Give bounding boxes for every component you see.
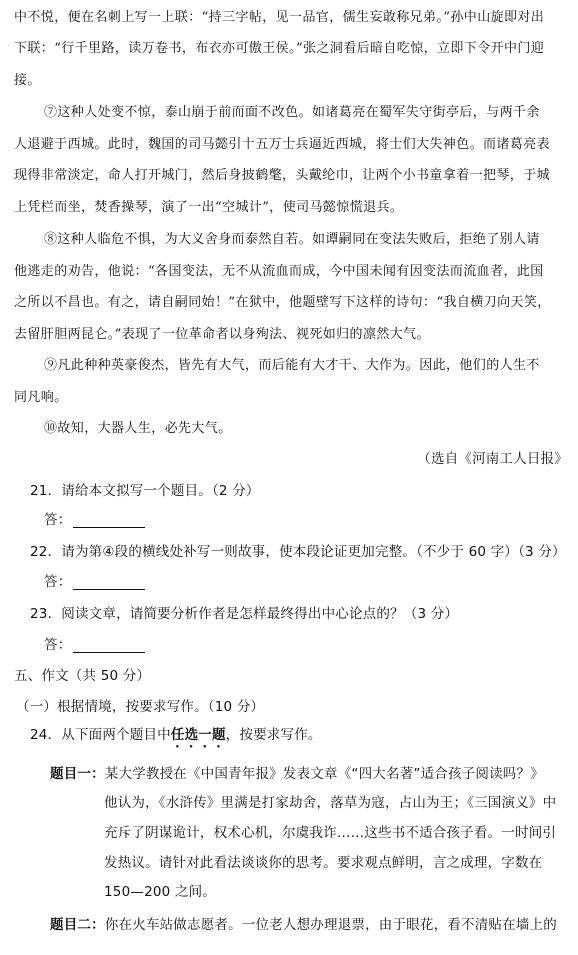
question-22: 22．请为第④段的横线处补写一则故事，使本段论证更加完整。（不少于 60 字）（3 分）	[30, 544, 566, 560]
passage-line: 去留肝胆两昆仑。”表现了一位革命者以身殉法、视死如归的凛然大气。	[14, 327, 430, 342]
answer-label: 答：	[44, 637, 72, 653]
question-23: 23．阅读文章，请简要分析作者是怎样最终得出中心论点的？（3 分）	[30, 606, 459, 622]
subsection-heading: （一）根据情境，按要求写作。（10 分）	[16, 699, 265, 715]
passage-line: 他逃走的劝告，他说：“各国变法，无不从流血而成，今中国未闻有因变法而流血者，此国	[14, 264, 544, 279]
answer-line-21	[44, 512, 145, 528]
passage-paragraph-7: ⑦这种人处变不惊，泰山崩于前而面不改色。如诸葛亮在蜀军失守街亭后，与两千余	[44, 105, 540, 120]
topic-2-first-line	[50, 917, 557, 933]
passage-paragraph-8: ⑧这种人临危不惧，为大义舍身而泰然自若。如谭嗣同在变法失败后，拒绝了别人请	[44, 232, 540, 247]
answer-blank[interactable]	[73, 575, 145, 590]
topic-1-text: 某大学教授在《中国青年报》发表文章《“四大名著”适合孩子阅读吗？》	[104, 766, 544, 782]
question-21: 21．请给本文拟写一个题目。（2 分）	[30, 483, 260, 499]
answer-label: 答：	[44, 574, 72, 590]
passage-line: 中不悦，便在名刺上写一上联：“持三字帖，见一品官，儒生妄敢称兄弟。”孙中山旋即对出	[14, 10, 545, 25]
answer-blank[interactable]	[73, 638, 145, 653]
passage-line: 下联：“行千里路，读万卷书，布衣亦可傲王侯。”张之洞看后暗自吃惊，立即下令开中门迎	[14, 41, 545, 56]
passage-line: 现得非常淡定，命人打开城门，然后身披鹤氅，头戴纶巾，让两个小书童拿着一把琴，于城	[14, 168, 551, 183]
topic-1-first-line	[50, 766, 544, 782]
topic-2-label: 题目二：	[50, 917, 105, 933]
passage-source: （选自《河南工人日报》	[417, 451, 568, 467]
answer-line-23	[44, 637, 145, 653]
question-24	[30, 727, 322, 751]
passage-line: 上凭栏而坐，焚香操琴，演了一出“空城计”，使司马懿惊慌退兵。	[14, 200, 404, 215]
passage-paragraph-9: ⑨凡此种种英豪俊杰，皆先有大气，而后能有大才干、大作为。因此，他们的人生不	[44, 358, 540, 373]
question-24-prefix: 24．从下面两个题目中	[30, 727, 171, 743]
passage-line: 接。	[14, 73, 41, 88]
section-heading: 五、作文（共 50 分）	[14, 668, 151, 684]
passage-line: 之所以不昌也。有之，请自嗣同始！”在狱中，他题壁写下这样的诗句：“我自横刀向天笑，	[14, 295, 551, 310]
answer-label: 答：	[44, 512, 72, 528]
passage-line: 人退避于西城。此时，魏国的司马懿引十五万士兵逼近西城，将士们大失神色。而诸葛亮表	[14, 137, 551, 152]
answer-line-22	[44, 574, 145, 590]
topic-1-line: 150—200 之间。	[104, 884, 217, 900]
passage-paragraph-10: ⑩故知，大器人生，必先大气。	[44, 421, 232, 436]
topic-1-line: 充斥了阴谋诡计，权术心机，尔虞我诈……这些书不适合孩子看。一时间引	[104, 825, 557, 841]
passage-line: 同凡响。	[14, 390, 68, 405]
question-24-emphasis: 任选一题	[170, 727, 226, 743]
topic-2-text: 你在火车站做志愿者。一位老人想办理退票，由于眼花，看不清贴在墙上的	[104, 917, 557, 933]
question-24-suffix: ，按要求写作。	[225, 727, 322, 743]
topic-1-line: 发热议。请针对此看法谈谈你的思考。要求观点鲜明，言之成理，字数在	[104, 855, 543, 871]
topic-1-line: 他认为，《水浒传》里满是打家劫舍，落草为寇，占山为王；《三国演义》中	[104, 795, 557, 811]
answer-blank[interactable]	[73, 513, 145, 528]
topic-1-label: 题目一：	[50, 766, 105, 782]
